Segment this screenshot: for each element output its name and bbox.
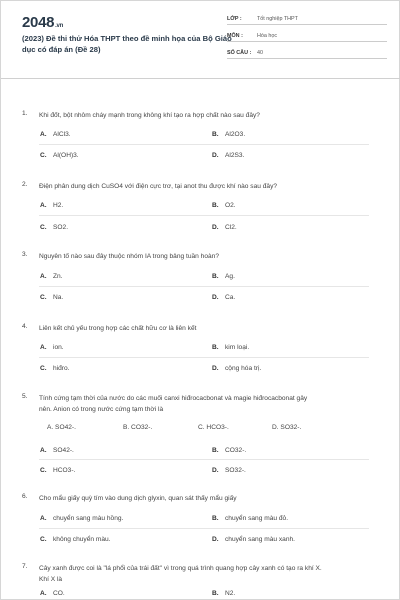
option-c[interactable] (40, 294, 63, 301)
option-divider (39, 286, 369, 287)
logo-main: 2048 (22, 14, 55, 31)
option-letter: B. (212, 344, 219, 351)
option-text: chuyển sang màu đỏ. (225, 515, 289, 522)
option-c[interactable] (40, 365, 70, 372)
question-number: 2. (22, 181, 28, 188)
option-letter: B. (212, 202, 219, 209)
option-text: SO2. (53, 224, 69, 231)
option-letter: A. (40, 131, 47, 138)
question-text-line-2: Khí X là (39, 576, 63, 583)
option-text: chuyển sang màu xanh. (225, 536, 296, 543)
option-letter: B. (212, 447, 219, 454)
option-text: AlCl3. (53, 131, 71, 138)
option-text: Zn. (53, 273, 63, 280)
option-text: Al(OH)3. (53, 152, 79, 159)
option-d[interactable] (212, 536, 295, 543)
logo-suffix: .vn (55, 23, 63, 29)
option-c[interactable] (40, 224, 68, 231)
option-b[interactable] (212, 515, 288, 522)
meta-label-socau: SỐ CÂU : (227, 49, 252, 56)
option-text: không chuyển màu. (53, 536, 111, 543)
option-letter: B. (212, 131, 219, 138)
option-letter: D. (212, 224, 219, 231)
option-text: Ca. (225, 294, 236, 301)
option-text: CO32-. (225, 447, 247, 454)
option-divider (39, 528, 369, 529)
option-divider (39, 357, 369, 358)
meta-row-socau (227, 47, 387, 59)
exam-title: (2023) Đề thi thử Hóa THPT theo đề minh họa của Bộ Giáo dục có đáp án (Đề 28) (22, 34, 232, 54)
option-divider (39, 144, 369, 145)
option-b[interactable] (212, 344, 249, 351)
option-letter: C. (40, 152, 47, 159)
question-text: Cho mẩu giấy quỳ tím vào dung dịch glyxin, quan sát thấy mẩu giấy (39, 495, 237, 502)
option-letter: C. (40, 365, 47, 372)
inline-choice-d: D. SO32-. (272, 424, 302, 431)
question-text: Liên kết chủ yếu trong hợp các chất hữu cơ là liên kết (39, 325, 197, 332)
option-divider (39, 215, 369, 216)
option-text: hiđro. (53, 365, 70, 372)
option-c[interactable] (40, 152, 79, 159)
inline-choice-b: B. CO32-. (123, 424, 153, 431)
option-text: H2. (53, 202, 64, 209)
meta-row-lop (227, 13, 387, 25)
question-number: 5. (22, 393, 28, 400)
option-a[interactable] (40, 515, 123, 522)
question-text-line-1: Tính cứng tạm thời của nước do các muối canxi hiđrocacbonat và magie hiđrocacbonat gây (39, 395, 308, 402)
option-b[interactable] (212, 131, 245, 138)
option-a[interactable] (40, 131, 71, 138)
option-b[interactable] (212, 202, 236, 209)
option-letter: D. (212, 365, 219, 372)
option-divider (39, 459, 369, 460)
option-text: Al2S3. (225, 152, 245, 159)
question-text: Nguyên tố nào sau đây thuộc nhóm IA trong bảng tuần hoàn? (39, 253, 219, 260)
option-a[interactable] (40, 273, 63, 280)
site-logo[interactable] (22, 14, 63, 31)
meta-value-socau: 40 (257, 49, 263, 56)
option-letter: C. (40, 536, 47, 543)
option-text: cộng hóa trị. (225, 365, 262, 372)
option-text: chuyển sang màu hồng. (53, 515, 124, 522)
option-d[interactable] (212, 152, 244, 159)
meta-label-lop: LỚP : (227, 15, 242, 22)
meta-label-mon: MÔN : (227, 32, 243, 39)
option-b[interactable] (212, 447, 246, 454)
option-text: Ag. (225, 273, 235, 280)
option-d[interactable] (212, 224, 237, 231)
option-a[interactable] (40, 344, 64, 351)
option-text: SO42-. (53, 447, 74, 454)
option-b[interactable] (212, 273, 235, 280)
option-letter: D. (212, 467, 219, 474)
option-d[interactable] (212, 365, 261, 372)
option-text: ion. (53, 344, 64, 351)
option-letter: B. (212, 273, 219, 280)
meta-value-mon: Hóa học (257, 32, 278, 39)
option-letter: C. (40, 294, 47, 301)
option-a[interactable] (40, 202, 63, 209)
question-number: 1. (22, 110, 28, 117)
option-text: N2. (225, 590, 236, 597)
option-letter: A. (40, 515, 47, 522)
option-letter: D. (212, 536, 219, 543)
option-text: kim loại. (225, 344, 250, 351)
option-d[interactable] (212, 294, 235, 301)
inline-choice-a: A. SO42-. (47, 424, 76, 431)
question-number: 6. (22, 493, 28, 500)
question-text-line-1: Cây xanh được coi là "lá phổi của trái đất" vì trong quá trình quang hợp cây xanh có tạo ra khí X. (39, 565, 322, 572)
option-a[interactable] (40, 447, 74, 454)
option-text: O2. (225, 202, 236, 209)
option-text: SO32-. (225, 467, 246, 474)
option-letter: A. (40, 273, 47, 280)
question-text-line-2: nên. Anion có trong nước cứng tạm thời là (39, 406, 164, 413)
option-letter: A. (40, 202, 47, 209)
option-letter: C. (40, 224, 47, 231)
exam-meta (227, 13, 387, 64)
option-letter: B. (212, 515, 219, 522)
option-text: Na. (53, 294, 64, 301)
inline-choice-c: C. HCO3-. (198, 424, 229, 431)
option-letter: C. (40, 467, 47, 474)
option-text: Al2O3. (225, 131, 246, 138)
option-letter: A. (40, 447, 47, 454)
option-c[interactable] (40, 536, 111, 543)
question-text: Điện phân dung dịch CuSO4 với điện cực trơ, tại anot thu được khí nào sau đây? (39, 183, 278, 190)
option-letter: A. (40, 344, 47, 351)
option-letter: B. (212, 590, 219, 597)
option-text: CO. (53, 590, 65, 597)
question-text: Khi đốt, bột nhôm cháy mạnh trong không khí tạo ra hợp chất nào sau đây? (39, 112, 260, 119)
option-a[interactable] (40, 590, 65, 597)
header-divider (1, 78, 400, 79)
option-text: HCO3-. (53, 467, 76, 474)
question-number: 7. (22, 563, 28, 570)
option-c[interactable] (40, 467, 75, 474)
meta-value-lop: Tốt nghiệp THPT (257, 15, 298, 22)
option-d[interactable] (212, 467, 246, 474)
option-letter: A. (40, 590, 47, 597)
meta-row-mon (227, 30, 387, 42)
option-letter: D. (212, 152, 219, 159)
question-number: 3. (22, 251, 28, 258)
option-b[interactable] (212, 590, 235, 597)
option-text: Cl2. (225, 224, 237, 231)
question-number: 4. (22, 323, 28, 330)
option-letter: D. (212, 294, 219, 301)
